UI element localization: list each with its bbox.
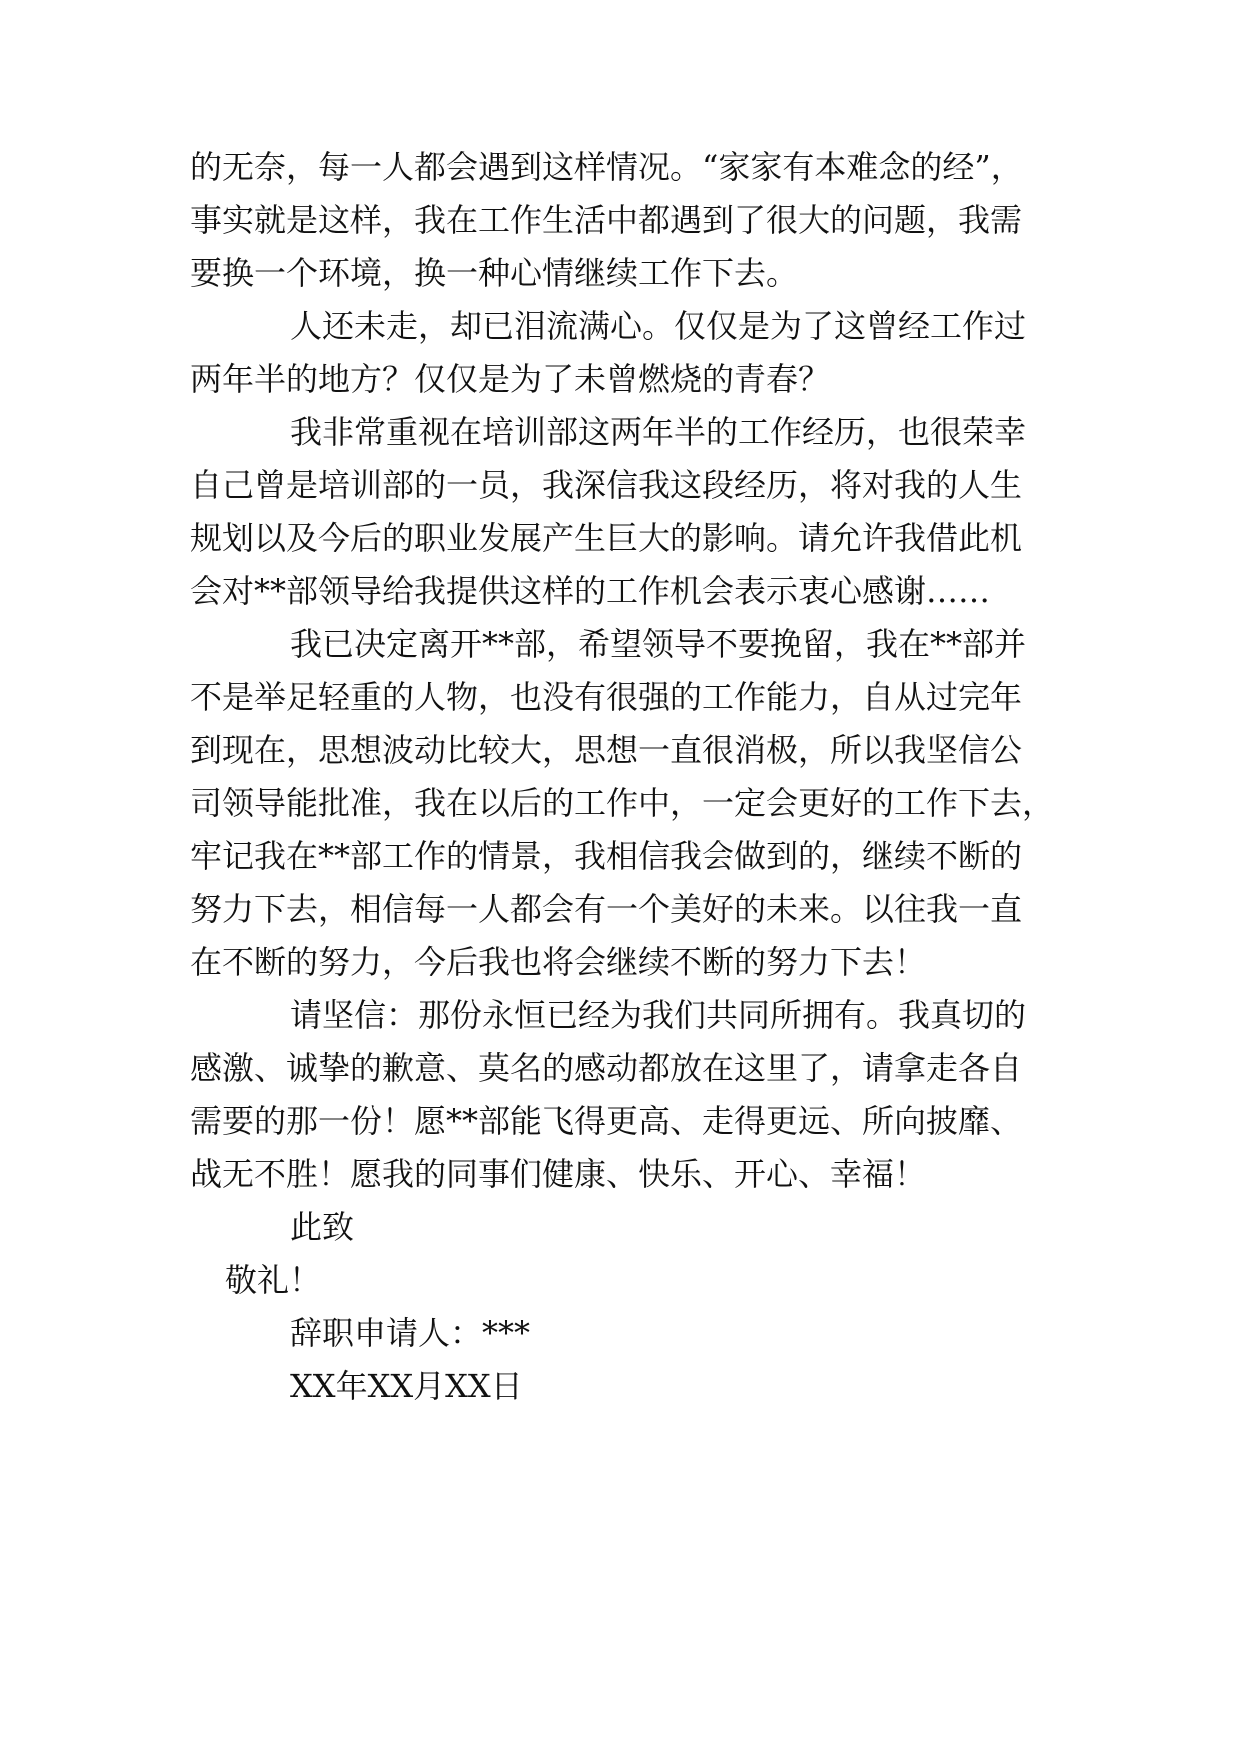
body-line: 会对**部领导给我提供这样的工作机会表示衷心感谢…… bbox=[190, 572, 991, 610]
body-line: 牢记我在**部工作的情景，我相信我会做到的，继续不断的 bbox=[190, 837, 1023, 875]
body-line: 的无奈，每一人都会遇到这样情况。“家家有本难念的经”， bbox=[190, 148, 1023, 186]
body-line: 不是举足轻重的人物，也没有很强的工作能力，自从过完年 bbox=[190, 678, 1023, 716]
body-line: 在不断的努力，今后我也将会继续不断的努力下去！ bbox=[190, 943, 927, 981]
body-line: 努力下去，相信每一人都会有一个美好的未来。以往我一直 bbox=[190, 890, 1023, 928]
body-line: 自己曾是培训部的一员，我深信我这段经历，将对我的人生 bbox=[190, 466, 1023, 504]
body-line: 需要的那一份！愿**部能飞得更高、走得更远、所向披靡、 bbox=[190, 1102, 1023, 1140]
body-line: 到现在，思想波动比较大，思想一直很消极，所以我坚信公 bbox=[190, 731, 1023, 769]
body-line: 两年半的地方？仅仅是为了未曾燃烧的青春？ bbox=[190, 360, 831, 398]
signature-line: 辞职申请人：*** bbox=[290, 1314, 531, 1352]
body-line: 司领导能批准，我在以后的工作中，一定会更好的工作下去， bbox=[190, 784, 1055, 822]
closing-phrase: 此致 bbox=[290, 1208, 355, 1246]
date-line: XX年XX月XX日 bbox=[290, 1367, 523, 1405]
paragraph-start-line: 请坚信：那份永恒已经为我们共同所拥有。我真切的 bbox=[290, 996, 1027, 1034]
body-line: 规划以及今后的职业发展产生巨大的影响。请允许我借此机 bbox=[190, 519, 1023, 557]
body-line: 感激、诚挚的歉意、莫名的感动都放在这里了，请拿走各自 bbox=[190, 1049, 1023, 1087]
paragraph-start-line: 我非常重视在培训部这两年半的工作经历，也很荣幸 bbox=[290, 413, 1027, 451]
salutation: 敬礼！ bbox=[225, 1261, 322, 1299]
paragraph-start-line: 我已决定离开**部，希望领导不要挽留，我在**部并 bbox=[290, 625, 1027, 663]
body-line: 事实就是这样，我在工作生活中都遇到了很大的问题，我需 bbox=[190, 201, 1023, 239]
body-line: 要换一个环境，换一种心情继续工作下去。 bbox=[190, 254, 799, 292]
body-line: 战无不胜！愿我的同事们健康、快乐、开心、幸福！ bbox=[190, 1155, 927, 1193]
paragraph-start-line: 人还未走，却已泪流满心。仅仅是为了这曾经工作过 bbox=[290, 307, 1027, 345]
